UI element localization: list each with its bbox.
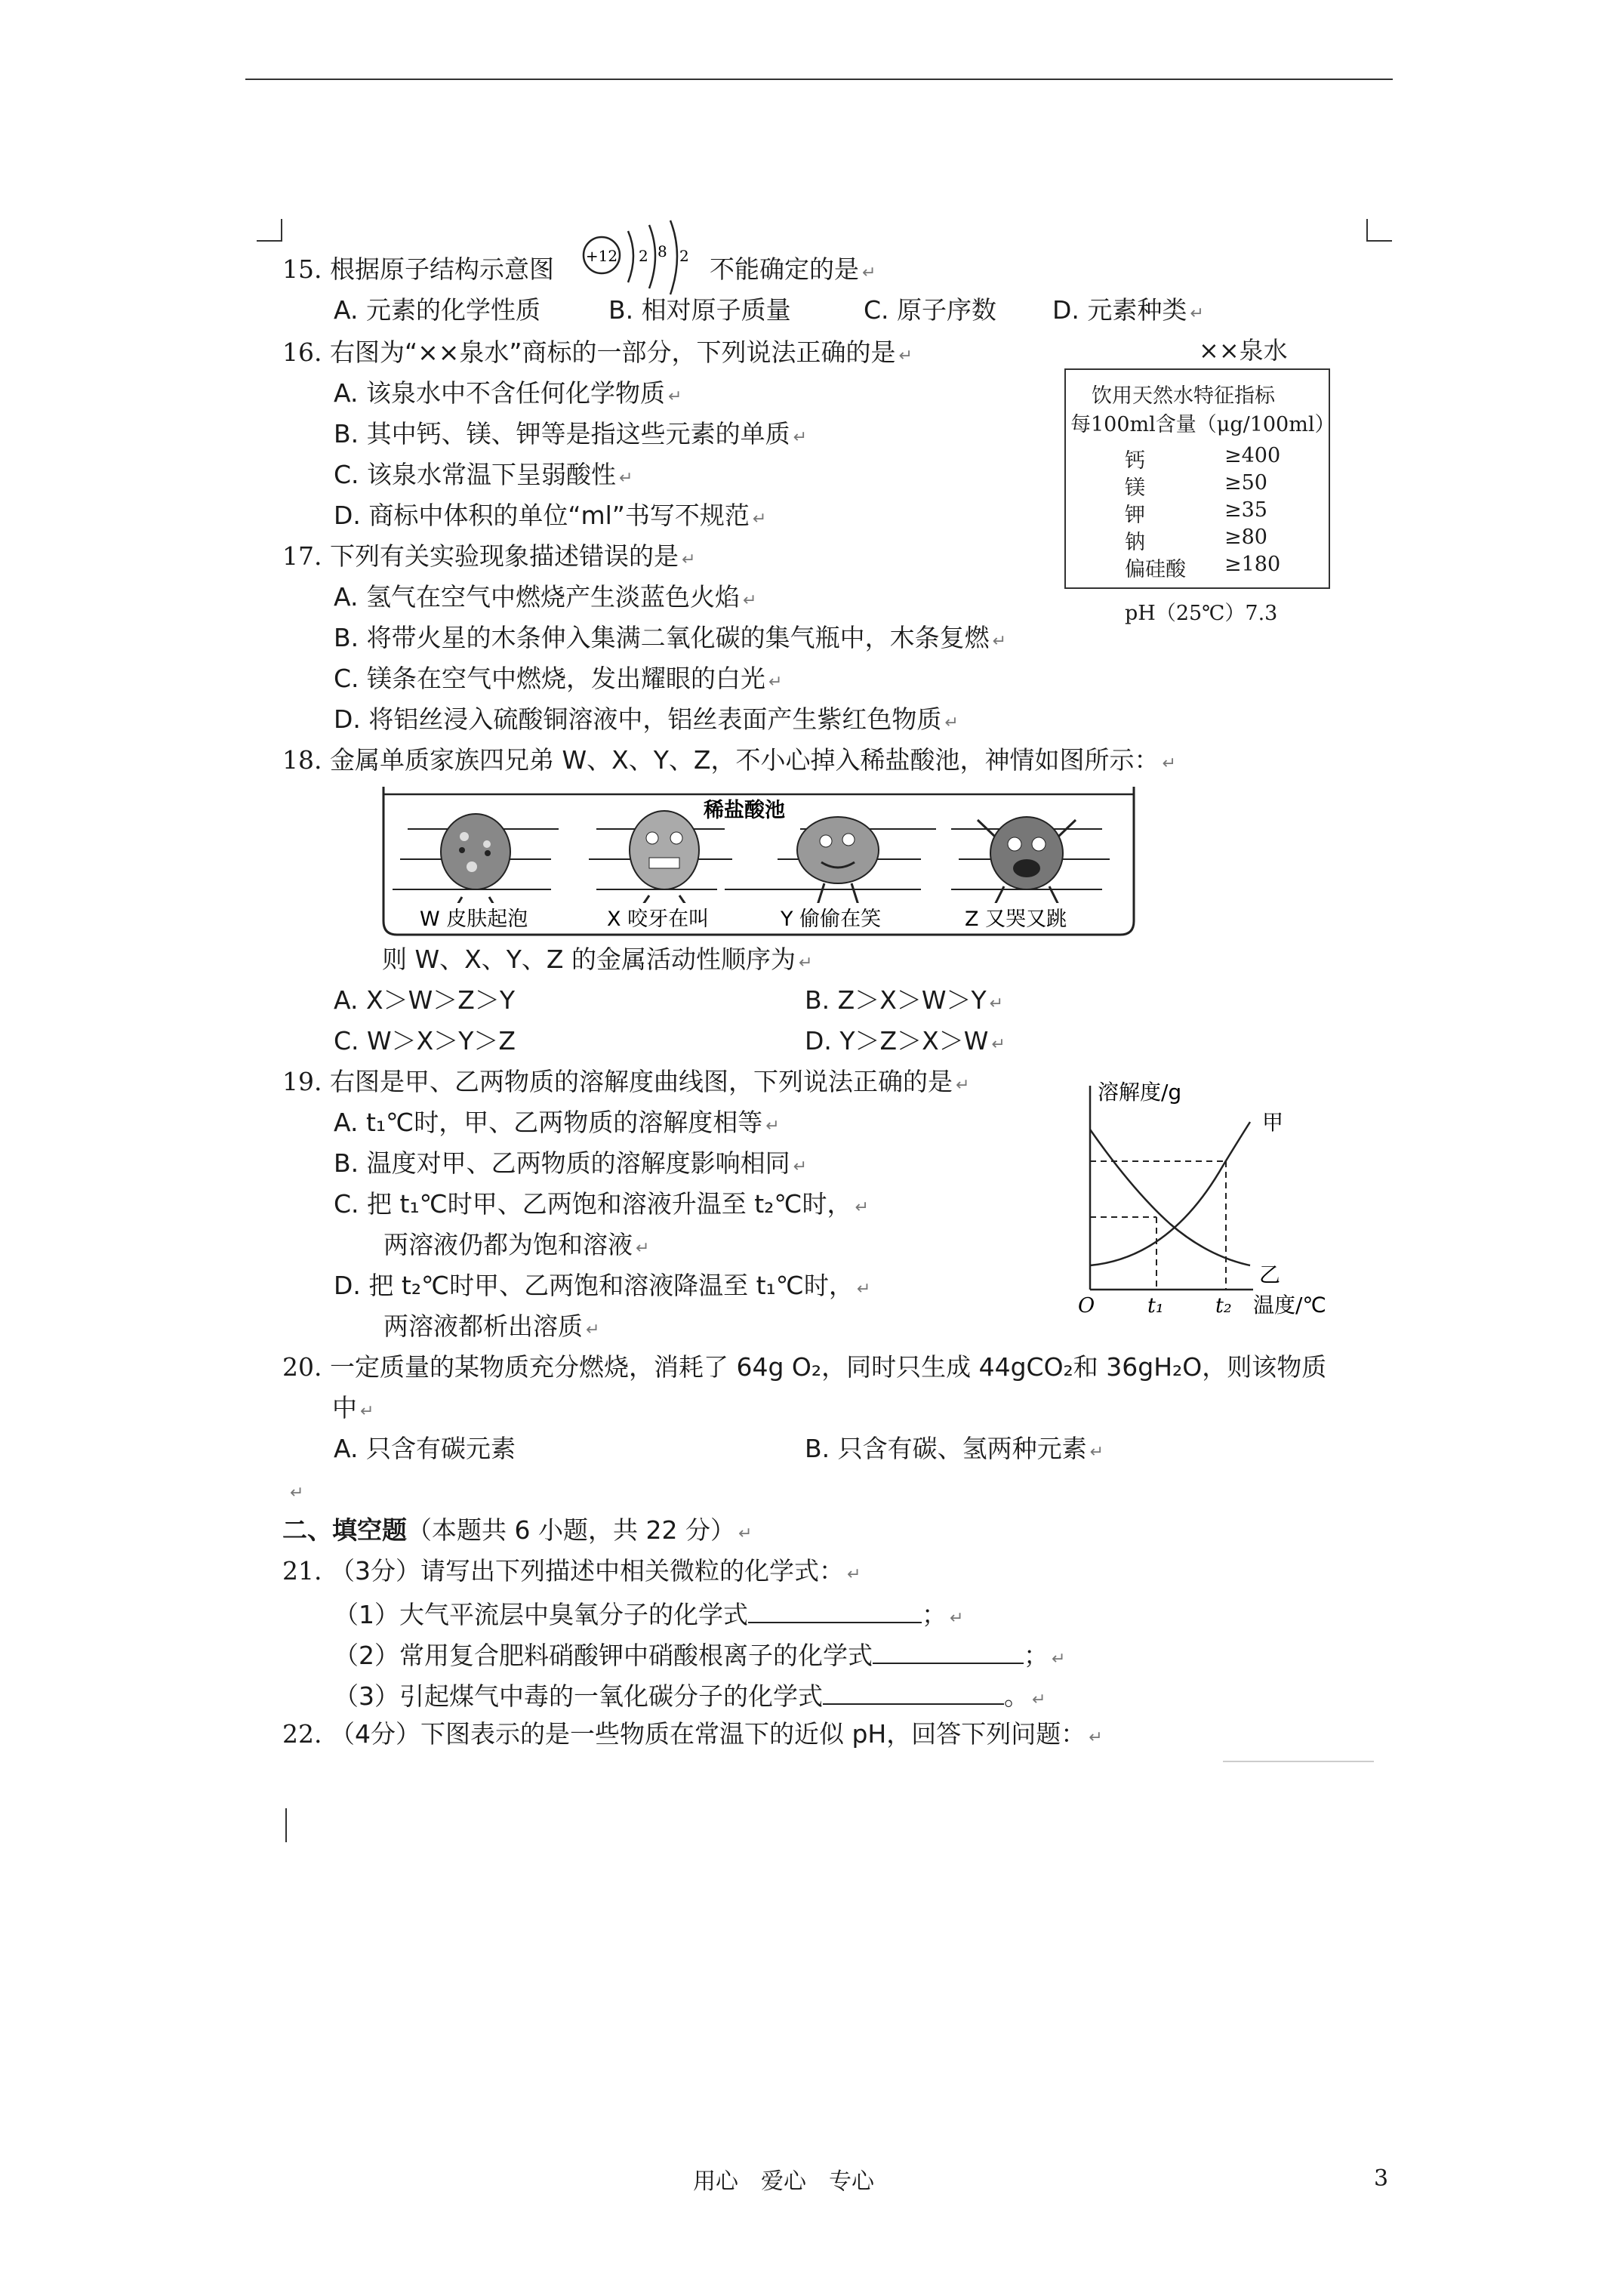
label-header-2: 每100ml含量（μg/100ml） xyxy=(1070,413,1335,436)
caption-y: Y 偷偷在笑 xyxy=(781,908,882,931)
faint-line-fragment xyxy=(1223,1761,1374,1762)
return-mark: ↵ xyxy=(856,1280,871,1299)
shell-electrons-1: 2 xyxy=(639,247,648,265)
q19-option-d2 xyxy=(383,1311,600,1341)
return-mark: ↵ xyxy=(855,1198,869,1217)
caption-x: X 咬牙在叫 xyxy=(607,908,710,931)
label-row-0-value: ≥400 xyxy=(1224,444,1281,467)
q20-option-b-text: B. 只含有碳、氢两种元素 xyxy=(805,1434,1087,1463)
q15-options-b xyxy=(608,295,791,325)
label-header-1: 饮用天然水特征指标 xyxy=(1092,384,1275,408)
q19-option-a-text: A. t₁℃时，甲、乙两物质的溶解度相等 xyxy=(334,1108,763,1137)
metal-x-character xyxy=(630,811,699,912)
label-row-3-name: 钠 xyxy=(1125,531,1145,554)
q17-option-d xyxy=(334,704,959,734)
q15-options-d xyxy=(1052,295,1204,325)
q21-item-1 xyxy=(334,1599,963,1627)
return-mark: ↵ xyxy=(798,954,813,972)
return-mark: ↵ xyxy=(586,1321,600,1339)
return-mark: ↵ xyxy=(793,428,808,447)
q16-option-d-text: D. 商标中体积的单位“ml”书写不规范 xyxy=(334,501,750,530)
q21-stem: （3分）请写出下列描述中相关微粒的化学式： xyxy=(329,1556,844,1586)
label-row-2-value: ≥35 xyxy=(1224,498,1267,522)
q18-option-d xyxy=(805,1026,1006,1056)
return-mark: ↵ xyxy=(989,994,1004,1013)
return-mark: ↵ xyxy=(1190,304,1204,323)
q19-option-c2 xyxy=(383,1232,649,1257)
solubility-curve-graph xyxy=(1072,1077,1344,1326)
q21-answer-blank-1[interactable] xyxy=(748,1599,922,1623)
return-mark: ↵ xyxy=(846,1565,861,1584)
q18-follow xyxy=(382,947,812,972)
q19-stem: 右图是甲、乙两物质的溶解度曲线图，下列说法正确的是 xyxy=(329,1067,953,1096)
q17-stem-line xyxy=(282,541,696,571)
q19-stem-line xyxy=(282,1069,969,1094)
section-2-note: （本题共 6 小题，共 22 分） xyxy=(407,1515,735,1545)
crop-mark-right-h xyxy=(1366,240,1392,242)
return-mark: ↵ xyxy=(1052,1650,1066,1669)
caption-w: W 皮肤起泡 xyxy=(420,908,528,931)
q16-option-c xyxy=(334,462,633,487)
return-mark: ↵ xyxy=(768,673,783,692)
return-mark: ↵ xyxy=(944,713,959,732)
q18-option-a-text: A. X＞W＞Z＞Y xyxy=(334,985,515,1015)
shell-arc-3 xyxy=(670,220,677,294)
q15-option-c: C. 原子序数 xyxy=(864,295,997,325)
q20-stem-2: 中 xyxy=(332,1393,357,1422)
q19-option-d1 xyxy=(334,1273,870,1298)
q15-stem-b-line xyxy=(710,254,876,284)
nucleus-charge: +12 xyxy=(585,247,618,265)
crop-mark-left-v xyxy=(281,219,282,242)
q15-number: 15. xyxy=(282,254,322,284)
q18-option-c xyxy=(334,1026,516,1056)
q17-option-a-text: A. 氢气在空气中燃烧产生淡蓝色火焰 xyxy=(334,582,740,612)
header-rule xyxy=(245,79,1393,80)
q20-stem-line-2 xyxy=(332,1395,374,1420)
return-mark: ↵ xyxy=(290,1484,304,1502)
shell-arc-2 xyxy=(649,225,655,288)
t1-label: t₁ xyxy=(1147,1294,1164,1318)
q21-answer-blank-3[interactable] xyxy=(823,1681,1004,1705)
q15-stem-a: 根据原子结构示意图 xyxy=(329,254,554,284)
q15-line xyxy=(282,254,554,284)
label-row-0-name: 钙 xyxy=(1125,449,1145,473)
return-mark: ↵ xyxy=(793,1157,808,1176)
q16-stem-line xyxy=(282,337,913,367)
q22-stem: （4分）下图表示的是一些物质在常温下的近似 pH，回答下列问题： xyxy=(329,1719,1086,1749)
crop-mark-right-v xyxy=(1366,219,1368,242)
q18-option-c-text: C. W＞X＞Y＞Z xyxy=(334,1026,516,1056)
q18-option-a xyxy=(334,985,515,1015)
q19-number: 19. xyxy=(282,1067,322,1096)
curve-yi-label: 乙 xyxy=(1259,1262,1281,1287)
shell-arc-1 xyxy=(628,231,633,282)
q18-number: 18. xyxy=(282,745,322,775)
q20-stem-line-1 xyxy=(282,1352,1327,1382)
q19-option-c1 xyxy=(334,1189,869,1219)
q20-option-b xyxy=(805,1436,1104,1461)
q19-option-c1-text: C. 把 t₁℃时甲、乙两饱和溶液升温至 t₂℃时， xyxy=(334,1189,852,1219)
label-row-3-value: ≥80 xyxy=(1224,525,1267,549)
q17-option-c xyxy=(334,666,782,691)
q16-option-b xyxy=(334,421,807,446)
q19-option-a xyxy=(334,1110,780,1135)
q17-number: 17. xyxy=(282,541,322,571)
metal-y-character xyxy=(797,817,879,912)
q21-item-1-text: （1）大气平流层中臭氧分子的化学式 xyxy=(334,1600,748,1629)
x-axis-label: 温度/℃ xyxy=(1253,1293,1326,1318)
q15-stem-b: 不能确定的是 xyxy=(710,254,859,284)
q15-options xyxy=(334,295,540,325)
label-row-4-value: ≥180 xyxy=(1224,553,1281,576)
return-mark: ↵ xyxy=(742,591,757,610)
q15-option-b: B. 相对原子质量 xyxy=(608,295,791,325)
q17-option-a xyxy=(334,582,757,612)
q18-follow-text: 则 W、X、Y、Z 的金属活动性顺序为 xyxy=(382,945,796,974)
return-mark: ↵ xyxy=(1032,1690,1046,1709)
metal-z-character xyxy=(978,817,1076,914)
metal-w-character xyxy=(441,814,510,912)
origin-label: O xyxy=(1078,1294,1095,1318)
return-mark: ↵ xyxy=(681,550,696,569)
spring-water-label-box xyxy=(1064,368,1335,589)
return-mark: ↵ xyxy=(738,1524,753,1543)
q21-item-3-end: 。 xyxy=(1004,1681,1029,1711)
q17-stem: 下列有关实验现象描述错误的是 xyxy=(329,541,679,571)
q16-option-a xyxy=(334,378,682,408)
return-mark: ↵ xyxy=(955,1076,970,1095)
q16-option-d xyxy=(334,503,766,528)
q17-option-b xyxy=(334,625,1006,650)
q21-item-3 xyxy=(334,1681,1046,1709)
page-number: 3 xyxy=(1374,2165,1389,2192)
q19-option-b-text: B. 温度对甲、乙两物质的溶解度影响相同 xyxy=(334,1148,790,1178)
q16-number: 16. xyxy=(282,337,322,367)
shell-electrons-3: 2 xyxy=(679,247,689,265)
q18-stem-line xyxy=(282,745,1176,775)
curve-jia-label: 甲 xyxy=(1262,1110,1284,1135)
q22-stem-line xyxy=(282,1719,1103,1749)
return-mark: ↵ xyxy=(1162,754,1176,773)
section-2-heading xyxy=(282,1515,753,1545)
return-mark: ↵ xyxy=(992,632,1007,651)
q19-option-b xyxy=(334,1148,808,1178)
q21-item-3-text: （3）引起煤气中毒的一氧化碳分子的化学式 xyxy=(334,1681,823,1711)
q15-option-d: D. 元素种类 xyxy=(1052,295,1187,325)
return-mark: ↵ xyxy=(752,510,767,529)
return-mark: ↵ xyxy=(862,264,876,282)
return-mark: ↵ xyxy=(898,347,913,365)
y-axis-label: 溶解度/g xyxy=(1098,1080,1182,1105)
q21-item-2-end: ； xyxy=(1024,1641,1049,1670)
return-mark: ↵ xyxy=(1089,1728,1103,1747)
blank-paragraph xyxy=(287,1477,303,1502)
return-mark: ↵ xyxy=(360,1402,374,1421)
q20-option-a xyxy=(334,1436,516,1461)
q16-stem: 右图为“××泉水”商标的一部分，下列说法正确的是 xyxy=(329,337,896,367)
footer-motto: 用心 爱心 专心 xyxy=(693,2168,874,2195)
q21-number: 21. xyxy=(282,1556,322,1586)
q22-number: 22. xyxy=(282,1719,322,1749)
spring-water-title: ××泉水 xyxy=(1199,336,1288,365)
q18-option-b-text: B. Z＞X＞W＞Y xyxy=(805,985,987,1015)
q18-stem: 金属单质家族四兄弟 W、X、Y、Z，不小心掉入稀盐酸池，神情如图所示： xyxy=(329,745,1160,775)
q20-number: 20. xyxy=(282,1352,322,1382)
return-mark: ↵ xyxy=(765,1117,780,1136)
return-mark: ↵ xyxy=(667,387,682,406)
q17-option-d-text: D. 将铝丝浸入硫酸铜溶液中，铝丝表面产生紫红色物质 xyxy=(334,704,942,734)
q18-option-b xyxy=(805,985,1004,1015)
return-mark: ↵ xyxy=(1089,1443,1104,1462)
pool-label: 稀盐酸池 xyxy=(704,799,785,822)
q20-option-a-text: A. 只含有碳元素 xyxy=(334,1434,516,1463)
label-ph: pH（25℃）7.3 xyxy=(1125,602,1278,625)
q16-option-c-text: C. 该泉水常温下呈弱酸性 xyxy=(334,460,617,489)
label-row-2-name: 钾 xyxy=(1125,504,1145,527)
q20-stem-1: 一定质量的某物质充分燃烧，消耗了 64g O₂，同时只生成 44gCO₂和 36gH₂O，则该物质 xyxy=(329,1352,1327,1382)
crop-mark-left-h xyxy=(257,240,282,242)
section-2-title: 二、填空题 xyxy=(282,1515,407,1545)
shell-electrons-2: 8 xyxy=(658,242,667,260)
q15-option-a: A. 元素的化学性质 xyxy=(334,295,540,325)
q15-options-c xyxy=(864,295,997,325)
q16-option-b-text: B. 其中钙、镁、钾等是指这些元素的单质 xyxy=(334,419,790,448)
t2-label: t₂ xyxy=(1215,1294,1232,1318)
crop-mark-bottom-left xyxy=(285,1808,287,1842)
label-row-1-value: ≥50 xyxy=(1224,471,1267,495)
return-mark: ↵ xyxy=(950,1609,964,1628)
q21-stem-line xyxy=(282,1556,861,1586)
q19-option-c2-text: 两溶液仍都为饱和溶液 xyxy=(383,1230,633,1259)
q19-option-d1-text: D. 把 t₂℃时甲、乙两饱和溶液降温至 t₁℃时， xyxy=(334,1271,854,1300)
q21-item-2-text: （2）常用复合肥料硝酸钾中硝酸根离子的化学式 xyxy=(334,1641,873,1670)
q21-answer-blank-2[interactable] xyxy=(873,1640,1024,1664)
q21-item-2 xyxy=(334,1640,1065,1668)
label-row-4-name: 偏硅酸 xyxy=(1125,558,1186,581)
caption-z: Z 又哭又跳 xyxy=(965,908,1067,931)
atom-structure-diagram xyxy=(581,216,702,299)
return-mark: ↵ xyxy=(619,469,633,488)
q18-option-d-text: D. Y＞Z＞X＞W xyxy=(805,1026,989,1056)
return-mark: ↵ xyxy=(991,1035,1006,1054)
label-row-1-name: 镁 xyxy=(1125,476,1145,500)
acid-pool-illustration xyxy=(377,784,1140,939)
q19-option-d2-text: 两溶液都析出溶质 xyxy=(383,1311,583,1341)
q16-option-a-text: A. 该泉水中不含任何化学物质 xyxy=(334,378,665,408)
q17-option-c-text: C. 镁条在空气中燃烧，发出耀眼的白光 xyxy=(334,664,766,693)
return-mark: ↵ xyxy=(636,1239,650,1258)
q17-option-b-text: B. 将带火星的木条伸入集满二氧化碳的集气瓶中，木条复燃 xyxy=(334,623,990,652)
q21-item-1-end: ； xyxy=(922,1600,947,1629)
